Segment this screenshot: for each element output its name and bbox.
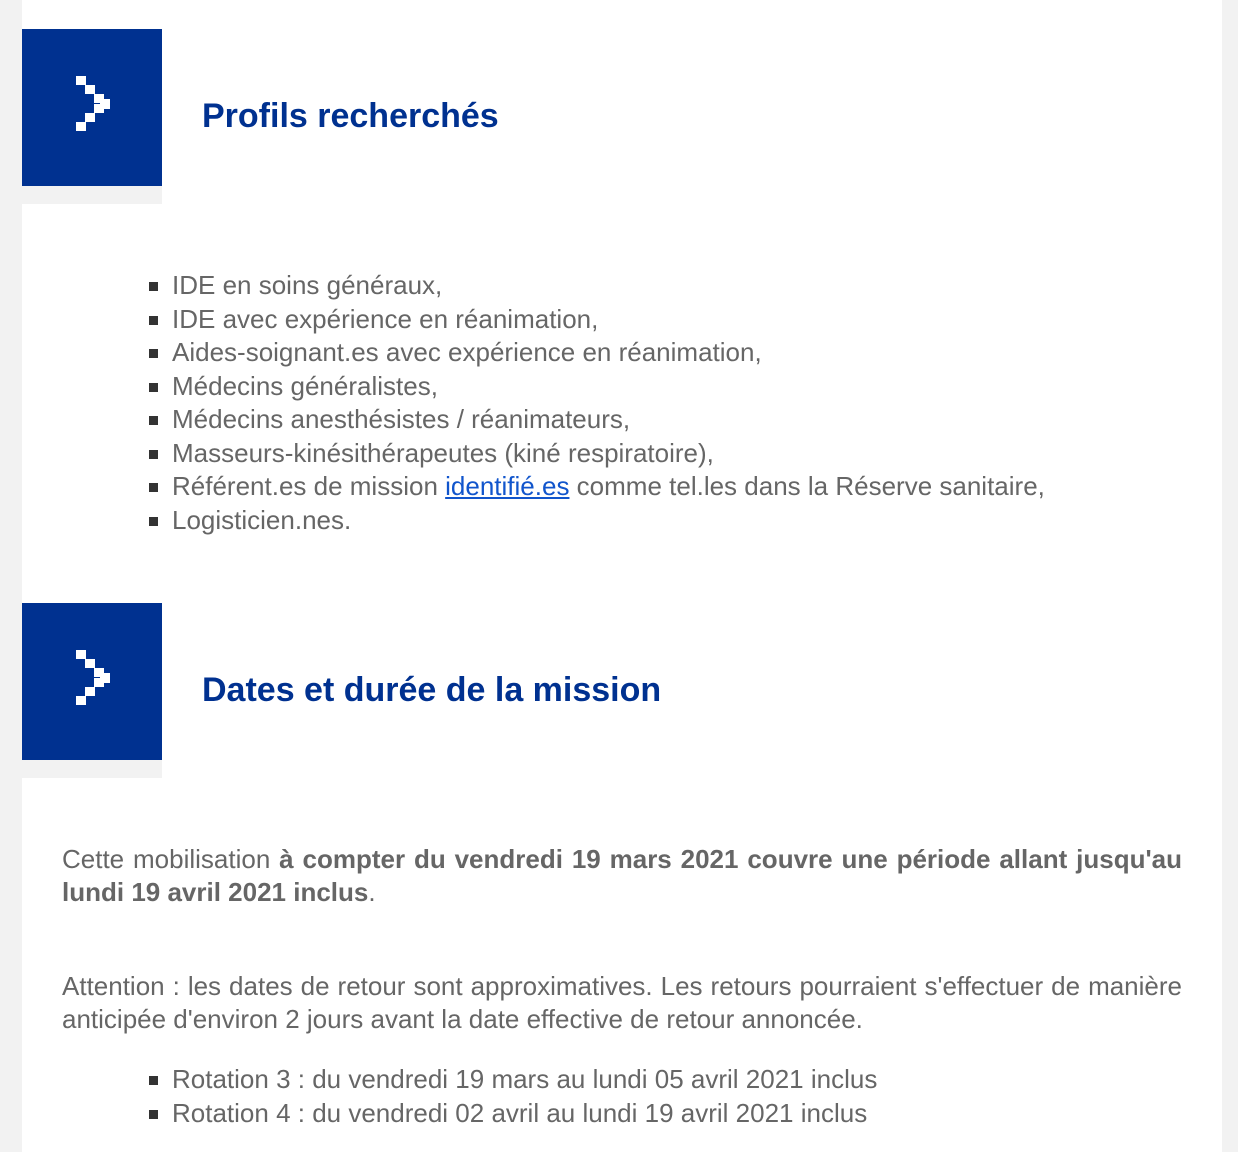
list-item: Rotation 3 : du vendredi 19 mars au lundi 05 avril 2021 inclus (149, 1063, 877, 1097)
chevron-right-icon (76, 650, 112, 706)
bullet-square-icon (149, 416, 158, 425)
bullet-square-icon (149, 450, 158, 459)
list-item-referent: Référent.es de mission identifié.es comme tel.les dans la Réserve sanitaire, (149, 470, 1045, 504)
identifie-link[interactable]: identifié.es (445, 471, 570, 501)
bullet-square-icon (149, 282, 158, 291)
list-item: Rotation 4 : du vendredi 02 avril au lundi 19 avril 2021 inclus (149, 1097, 877, 1131)
bullet-square-icon (149, 517, 158, 526)
mobilisation-paragraph: Cette mobilisation à compter du vendredi 19 mars 2021 couvre une période allant jusqu'au lundi 19 avril 2021 inclus. (62, 844, 1182, 907)
bullet-square-icon (149, 349, 158, 358)
section-header-dates (22, 603, 1222, 778)
list-item: IDE en soins généraux, (149, 269, 1045, 303)
section-header-badge (22, 29, 162, 186)
section-title: Dates et durée de la mission (202, 671, 662, 709)
chevron-right-icon (76, 76, 112, 132)
bullet-square-icon (149, 1076, 158, 1085)
content-card (22, 0, 1222, 1152)
bullet-square-icon (149, 383, 158, 392)
list-item: Médecins anesthésistes / réanimateurs, (149, 403, 1045, 437)
bullet-square-icon (149, 483, 158, 492)
list-item: Médecins généralistes, (149, 370, 1045, 404)
profils-list (149, 269, 1045, 537)
section-header-badge (22, 603, 162, 760)
list-item: Masseurs-kinésithérapeutes (kiné respiratoire), (149, 437, 1045, 471)
section-header-profils (22, 29, 1222, 204)
list-item: Logisticien.nes. (149, 504, 1045, 538)
list-item: Aides-soignant.es avec expérience en réanimation, (149, 336, 1045, 370)
bullet-square-icon (149, 316, 158, 325)
attention-paragraph: Attention : les dates de retour sont approximatives. Les retours pourraient s'effectuer de manière anticipée d'environ 2 jours avant la date effective de retour annoncée. (62, 971, 1182, 1034)
rotations-list (149, 1063, 877, 1130)
bullet-square-icon (149, 1110, 158, 1119)
list-item: IDE avec expérience en réanimation, (149, 303, 1045, 337)
section-title: Profils recherchés (202, 97, 499, 135)
